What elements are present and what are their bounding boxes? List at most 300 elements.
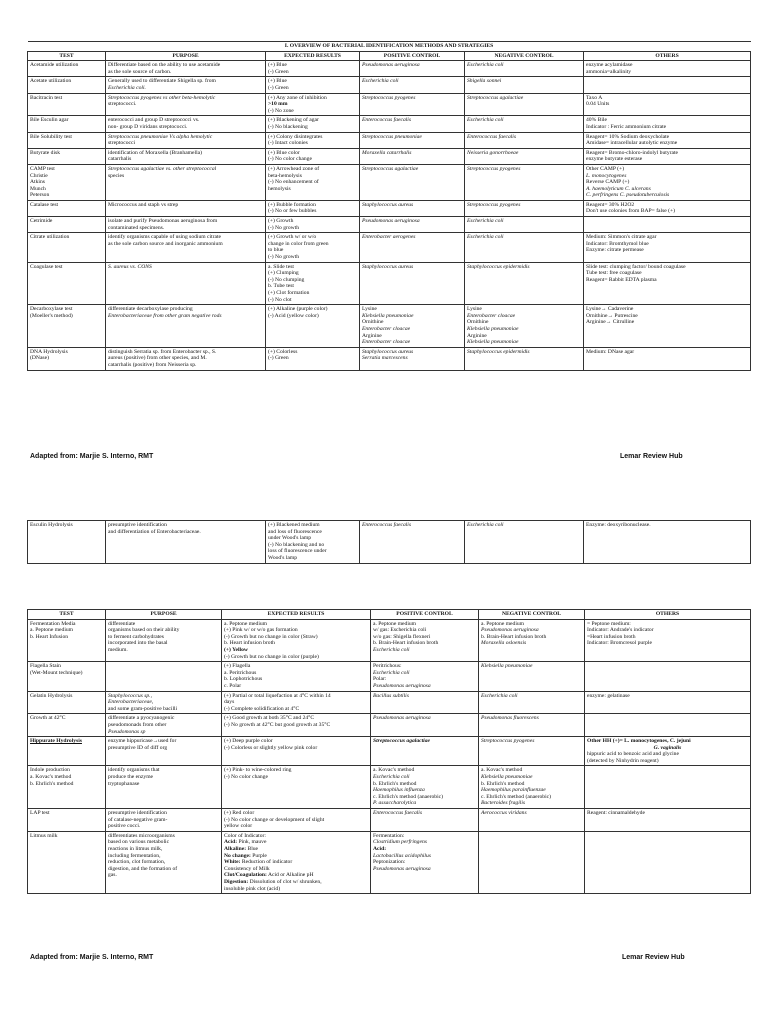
cell-line: Wood's lamp	[268, 554, 297, 561]
cell-line: Indicator : Ferric ammonium citrate	[586, 123, 667, 130]
table-row	[28, 619, 751, 662]
cell-line: Indicator: Bromcresol purple	[587, 640, 652, 647]
cell-neg	[479, 714, 585, 737]
column-header: EXPECTED RESULTS	[266, 51, 360, 61]
cell-line: Klebsiella pneumoniae	[481, 663, 533, 670]
table-row	[28, 93, 751, 116]
cell-line: incorporated into the basal	[108, 640, 168, 647]
cell-neg	[465, 347, 584, 370]
cell-test	[28, 93, 106, 116]
column-header: TEST	[28, 51, 106, 61]
cell-expected	[266, 262, 360, 305]
cell-line: differentiate a pyocyanogenic	[108, 715, 175, 722]
cell-line: (+) Pink w/ or w/o gas formation	[224, 627, 298, 634]
table-row	[28, 233, 751, 262]
cell-line: Don't use colonies from BAP= false (+)	[586, 208, 676, 215]
cell-test	[28, 61, 106, 77]
column-header: TEST	[28, 610, 106, 620]
cell-others	[584, 61, 751, 77]
table-row	[28, 164, 751, 200]
cell-line: G. vaginalis	[653, 744, 682, 751]
cell-line: Reagent: cinnamaldehyde	[587, 810, 645, 817]
cell-line: hemolysis	[268, 185, 291, 192]
cell-line: Alkaline: Blue	[224, 846, 259, 852]
cell-line: yellow color	[224, 823, 253, 830]
cell-expected	[222, 662, 371, 691]
cell-line: Peterson	[30, 192, 50, 199]
cell-expected	[266, 347, 360, 370]
cell-line: (+) Colorless	[268, 348, 298, 355]
cell-line: Digestion: Dissolution of clot w/ shrunken,	[224, 878, 322, 885]
cell-line: catarrhalis (positive) from Neisseria sp.	[108, 361, 197, 368]
cell-purpose	[106, 347, 266, 370]
cell-expected	[222, 766, 371, 809]
cell-line: Streptococcus pyogenes	[467, 165, 521, 172]
cell-line: as the sole carbon source and inorganic ammonium	[108, 240, 223, 247]
cell-purpose	[106, 77, 266, 93]
table-row	[28, 809, 751, 832]
cell-line: including fermentation,	[108, 852, 161, 859]
cell-line: (-) No color change	[268, 156, 312, 163]
cell-expected	[266, 93, 360, 116]
table-row	[28, 61, 751, 77]
cell-line: insoluble pink clot (acid)	[224, 885, 281, 892]
cell-test	[28, 116, 106, 132]
cell-line: Pseudomonas aeruginosa	[373, 682, 431, 689]
cell-line: Escherichia coli	[467, 522, 504, 528]
cell-line: Consistency of Milk	[224, 865, 270, 872]
cell-test	[28, 305, 106, 348]
cell-pos	[360, 164, 465, 200]
column-header: EXPECTED RESULTS	[222, 610, 371, 620]
cell-others	[585, 737, 751, 766]
cell-expected	[222, 809, 371, 832]
cell-line: b. Lophotrichous	[224, 676, 263, 683]
cell-line: Taxo A	[586, 94, 603, 101]
cell-line: Decarboxylase test	[30, 306, 73, 313]
cell-line: Medium: DNase agar	[586, 348, 635, 355]
cell-line: enzyme: gelatinase	[587, 692, 630, 699]
cell-line: Reagent= 30% H2O2	[586, 201, 635, 208]
cell-line: presumptive identification	[108, 810, 167, 817]
cell-line: Escherichia coli	[362, 78, 399, 85]
cell-purpose	[106, 61, 266, 77]
cell-line: CAMP test	[30, 165, 55, 172]
cell-line: Escherichia coli.	[108, 84, 146, 91]
cell-line: Streptococcus pneumoniae	[362, 133, 422, 140]
cell-line: positive cocci.	[108, 823, 141, 830]
cell-line: b. Heart Infusion	[30, 633, 69, 640]
cell-line: Pseudomonas fluorescens	[481, 715, 539, 722]
cell-others	[584, 148, 751, 164]
cell-neg	[479, 766, 585, 809]
cell-line: Munch	[30, 185, 46, 192]
cell-line: Reverse CAMP (+)	[586, 179, 630, 186]
cell-pos	[360, 217, 465, 233]
cell-line: Arginine	[467, 332, 487, 339]
cell-line: c. Polar	[224, 682, 242, 689]
cell-line: Staphylococcus sp.,	[108, 692, 152, 699]
table-row	[28, 262, 751, 305]
cell-line: 0.04 Units	[586, 101, 610, 108]
cell-line: Escherichia coli	[467, 218, 504, 225]
cell-purpose	[106, 93, 266, 116]
cell-line: Christie	[30, 172, 48, 179]
cell-line: (+) Blackening of agar	[268, 117, 319, 124]
cell-line: (+) Good growth at both 35°C and 24°C	[224, 715, 315, 722]
cell-line: (-) Complete solidification at 4°C	[224, 705, 300, 712]
cell-line: (+) Blue	[268, 78, 287, 85]
cell-line: White: Reduction of indicator	[224, 859, 293, 866]
cell-pos	[360, 61, 465, 77]
cell-pos	[360, 521, 465, 564]
cell-line: Streptococcus agalactiae	[467, 94, 524, 101]
cell-purpose	[106, 691, 222, 714]
cell-line: Butyrate disk	[30, 149, 60, 156]
cell-line: (Moeller's method)	[30, 312, 73, 319]
cell-neg	[465, 148, 584, 164]
cell-line: C. perfringens C. pseudotuberculosis	[586, 192, 670, 199]
cell-line: (-) No blackening and no	[268, 541, 325, 548]
cell-pos	[360, 233, 465, 262]
cell-line: Coagulase test	[30, 263, 63, 270]
cell-line: Cetrimide	[30, 218, 53, 225]
cell-line: Klebsiella pneumoniae	[481, 774, 533, 781]
cell-neg	[465, 233, 584, 262]
cell-pos	[360, 77, 465, 93]
cell-line: (+) Deep purple color	[224, 738, 273, 745]
cell-pos	[360, 305, 465, 348]
cell-line: LAP test	[30, 810, 50, 817]
cell-line: b. Tube test	[268, 283, 294, 290]
cell-line: (+) Flagella	[224, 663, 251, 670]
cell-others	[585, 691, 751, 714]
cell-line: Escherichia coli	[481, 692, 518, 699]
cell-line: reactions in litmus milk,	[108, 846, 163, 852]
cell-neg	[465, 521, 584, 564]
cell-line: Peritrichous:	[373, 663, 402, 670]
cell-pos	[371, 766, 479, 809]
cell-line: Arginine→ Citrulline	[586, 319, 635, 326]
cell-neg	[465, 164, 584, 200]
cell-line: Enzyme: deoxyribonuclease.	[586, 522, 651, 528]
cell-test	[28, 262, 106, 305]
cell-purpose	[106, 619, 222, 662]
cell-line: Ornithine	[467, 319, 489, 326]
cell-line: and differentiation of Enterobacteriaceae.	[108, 528, 201, 535]
column-header: POSITIVE CONTROL	[371, 610, 479, 620]
cell-neg	[465, 132, 584, 148]
cell-line: enzyme butyrate esterase	[586, 156, 643, 163]
cell-pos	[360, 116, 465, 132]
cell-line: Amidase= intracellular autolytic enzyme	[586, 140, 678, 147]
cell-neg	[479, 809, 585, 832]
cell-test	[28, 217, 106, 233]
cell-line: (Wet-Mount technique)	[30, 669, 83, 676]
cell-line: Gelatin Hydrolysis	[30, 692, 73, 699]
cell-line: Pseudomonas aeruginosa	[373, 715, 431, 722]
cell-line: differentiate	[108, 620, 136, 627]
cell-line: Differentiate based on the ability to use acetamide	[108, 62, 221, 69]
cell-line: pseudomonads from other	[108, 721, 167, 728]
cell-purpose	[106, 262, 266, 305]
cell-line: Pseudomonas aeruginosa	[362, 218, 420, 225]
cell-line: Bacitracin test	[30, 94, 63, 101]
header-row	[28, 51, 751, 61]
cell-line: Enterococcus faecalis	[373, 810, 423, 817]
cell-line: (+) Clot formation	[268, 290, 310, 296]
cell-line: Streptococcus agalactiae	[362, 165, 419, 172]
bacterial-id-table-part1	[27, 41, 751, 371]
cell-test	[28, 831, 106, 893]
cell-neg	[465, 93, 584, 116]
cell-expected	[266, 116, 360, 132]
cell-line: b. Ehrlich's method	[373, 780, 417, 787]
cell-line: a. Peptone medium	[30, 627, 74, 634]
cell-line: of catalase-negative gram-	[108, 816, 168, 823]
column-header: NEGATIVE CONTROL	[465, 51, 584, 61]
cell-purpose	[106, 305, 266, 348]
table-row	[28, 200, 751, 216]
cell-line: (+) Growth w/ or w/o	[268, 234, 317, 241]
cell-line: species	[108, 172, 125, 179]
cell-neg	[479, 619, 585, 662]
cell-line: (-) No or few bubbles	[268, 208, 317, 215]
table-row	[28, 662, 751, 691]
cell-line: b. Heart infusion broth	[224, 640, 275, 647]
cell-line: Streptococcus pyogenes	[481, 738, 535, 745]
cell-line: reduction, clot formation,	[108, 859, 166, 866]
cell-line: Medium: Simmon's citrate agar	[586, 234, 657, 241]
cell-test	[28, 347, 106, 370]
cell-line: (-) No color change or development of slight	[224, 816, 325, 823]
cell-line: (+) Yellow	[224, 646, 248, 653]
column-header: NEGATIVE CONTROL	[479, 610, 585, 620]
cell-line: Staphylococcus epidermidis	[467, 348, 530, 355]
cell-purpose	[106, 766, 222, 809]
cell-line: identification of Moraxella (Branhamella)	[108, 149, 202, 156]
cell-line: Enterobacter cloacae	[362, 339, 411, 346]
cell-line: Enterobacter cloacae	[362, 325, 411, 332]
cell-test	[28, 77, 106, 93]
cell-expected	[222, 619, 371, 662]
column-header: POSITIVE CONTROL	[360, 51, 465, 61]
table-row	[28, 116, 751, 132]
cell-expected	[222, 831, 371, 893]
cell-line: identify organisms capable of using sodium citrate	[108, 234, 221, 241]
cell-others	[585, 619, 751, 662]
column-header: OTHERS	[585, 610, 751, 620]
cell-pos	[371, 691, 479, 714]
column-header: PURPOSE	[106, 51, 266, 61]
cell-line: Escherichia coli	[373, 774, 410, 781]
cell-line: a. Kovac's method	[373, 767, 415, 774]
cell-line: w/ gas: Escherichia coli	[373, 627, 427, 634]
cell-line: (-) Green	[268, 84, 289, 91]
cell-line: Klebsiella pneumoniae	[467, 339, 519, 346]
cell-neg	[465, 262, 584, 305]
cell-line: Enterobacteriaceae from other gram negative rods	[108, 312, 222, 319]
cell-line: (+) Clumping	[268, 270, 299, 277]
cell-purpose	[106, 200, 266, 216]
cell-line: Enzyme: citrate permease	[586, 247, 644, 254]
cell-line: Pseudomonas aeruginosa	[362, 62, 420, 69]
cell-line: loss of fluorescence under	[268, 548, 327, 555]
cell-others	[584, 521, 751, 564]
cell-line: aureus (positive) from other species, and M.	[108, 355, 207, 362]
cell-neg	[465, 116, 584, 132]
cell-line: (+) Blackened medium	[268, 522, 320, 528]
cell-line: change in color from green	[268, 240, 329, 247]
cell-line: A. haemolyticum C. ulcerans	[586, 185, 651, 192]
cell-neg	[465, 200, 584, 216]
cell-line: Streptococcus pyogenes	[467, 201, 521, 208]
cell-line: hippuric acid to benzoic acid and glycine	[587, 751, 679, 758]
cell-line: (-) No color change	[224, 774, 268, 781]
cell-line: Hippurate Hydrolysis	[30, 738, 82, 745]
cell-line: Neisseria gonorrhoeae	[467, 149, 519, 156]
cell-expected	[266, 217, 360, 233]
cell-line: Lysine→ Cadaverine	[586, 306, 634, 313]
cell-purpose	[106, 714, 222, 737]
cell-line: Atkins	[30, 179, 45, 186]
cell-line: (-) Green	[268, 68, 289, 75]
cell-line: (-) Growth but no change in color (purple)	[224, 653, 319, 660]
column-header: PURPOSE	[106, 610, 222, 620]
cell-neg	[465, 305, 584, 348]
cell-pos	[360, 148, 465, 164]
cell-others	[584, 200, 751, 216]
cell-line: (detected by Ninhydrin reagent)	[587, 757, 659, 764]
cell-line: b. Brain-Heart infusion broth	[481, 633, 547, 640]
cell-line: Acetamide utilization	[30, 62, 79, 69]
cell-line: (+) Blue color	[268, 149, 300, 156]
cell-expected	[266, 61, 360, 77]
cell-line: beta-hemolysis	[268, 172, 302, 179]
cell-line: (-) No growth	[268, 254, 300, 261]
cell-line: (+) Any zone of inhibition	[268, 94, 327, 101]
cell-line: Streptococcus agalactiae	[373, 738, 431, 745]
cell-line: Fermentation:	[373, 832, 405, 839]
cell-line: a. Kovac's method	[481, 767, 523, 774]
cell-line: isolate and purify Pseudomonas aeruginosa from	[108, 218, 218, 225]
cell-expected	[266, 132, 360, 148]
cell-others	[585, 662, 751, 691]
cell-line: L. monocytogenes	[586, 172, 627, 179]
table-row	[28, 148, 751, 164]
cell-line: ammonia=alkalinity	[586, 68, 632, 75]
table-row	[28, 691, 751, 714]
cell-line: Streptococcus pyogenes	[362, 94, 416, 101]
cell-line: Esculin Hydrolysis	[30, 522, 73, 528]
cell-line: Bacteroides fragilis	[481, 800, 526, 807]
cell-test	[28, 809, 106, 832]
cell-line: days	[224, 699, 235, 706]
cell-pos	[371, 619, 479, 662]
cell-line: a. Slide test	[268, 263, 294, 270]
cell-line: Streptococcus pneumoniae Vs alpha hemolytic	[108, 133, 213, 140]
cell-line: (-) Growth but no change in color (Straw)	[224, 633, 318, 640]
cell-line: Acid:	[373, 846, 387, 852]
cell-expected	[266, 164, 360, 200]
cell-purpose	[106, 662, 222, 691]
cell-line: to ferment carbohydrates	[108, 633, 164, 640]
cell-line: Bile Solubility test	[30, 133, 72, 140]
cell-neg	[465, 61, 584, 77]
cell-line: c. Ehrlich's method (anaerobic)	[373, 793, 443, 800]
footer-brand-2: Lemar Review Hub	[622, 954, 685, 961]
cell-line: Escherichia coli	[467, 117, 504, 124]
cell-pos	[371, 831, 479, 893]
cell-line: streptococci.	[108, 101, 137, 108]
cell-line: (DNase)	[30, 355, 49, 362]
cell-test	[28, 200, 106, 216]
cell-line: Peptonization:	[373, 859, 406, 866]
cell-line: presumptive identification	[108, 522, 167, 528]
cell-line: Staphylococcus aureus	[362, 263, 414, 270]
cell-expected	[266, 200, 360, 216]
cell-line: Indicator: Andrade's indicator	[587, 627, 654, 634]
cell-others	[585, 766, 751, 809]
cell-line: Enterococcus faecalis	[467, 133, 517, 140]
cell-line: Arginine	[362, 332, 382, 339]
cell-line: Lysine	[362, 306, 377, 313]
table-title: I. OVERVIEW OF BACTERIAL IDENTIFICATION METHODS AND STRATEGIES	[28, 42, 751, 52]
cell-purpose	[106, 233, 266, 262]
cell-purpose	[106, 737, 222, 766]
cell-line: presumptive ID of diff org	[108, 744, 168, 751]
cell-line: Micrococcus and staph vs strep	[108, 201, 179, 208]
table-row	[28, 347, 751, 370]
cell-test	[28, 233, 106, 262]
cell-test	[28, 714, 106, 737]
cell-line: streptococci	[108, 140, 136, 147]
cell-others	[584, 347, 751, 370]
cell-line: enzyme acylamidase	[586, 62, 633, 69]
cell-test	[28, 148, 106, 164]
cell-line: Other HH (+)= L. monocytogenes, C. jejuni	[587, 738, 691, 745]
cell-line: Klebsiella pneumoniae	[467, 325, 519, 332]
cell-line: a. Peptone medium	[224, 620, 268, 627]
cell-line: Bacillus subtilis	[373, 692, 409, 699]
footer-credit-2: Adapted from: Marjie S. Interno, RMT	[30, 954, 154, 961]
cell-purpose	[106, 809, 222, 832]
cell-line: Reagent= Bromo-chloro-indolyl butyrate	[586, 149, 679, 156]
cell-line: Bile Esculin agar	[30, 117, 69, 124]
table-row	[28, 305, 751, 348]
cell-line: (+) Blue	[268, 62, 287, 69]
table-row	[28, 77, 751, 93]
cell-neg	[465, 77, 584, 93]
cell-line: Slide test: clumping factor/ bound coagulase	[586, 263, 686, 270]
cell-line: (-) Intact colonies	[268, 140, 308, 147]
cell-line: (+) Bubble formation	[268, 201, 316, 208]
cell-line: (+) Partial or total liquefaction at 4°C within 14	[224, 692, 331, 699]
cell-line: non- group D viridans streptococci.	[108, 123, 188, 130]
cell-others	[584, 116, 751, 132]
cell-expected	[266, 233, 360, 262]
cell-test	[28, 164, 106, 200]
cell-line: Clostridium perfringens	[373, 839, 427, 846]
cell-pos	[371, 737, 479, 766]
cell-expected	[266, 148, 360, 164]
table-row	[28, 217, 751, 233]
cell-line: Staphylococcus aureus	[362, 348, 414, 355]
cell-test	[28, 132, 106, 148]
cell-line: S. aureus vs. CONS	[108, 263, 152, 270]
cell-others	[585, 831, 751, 893]
cell-line: Ornithine	[362, 319, 384, 326]
